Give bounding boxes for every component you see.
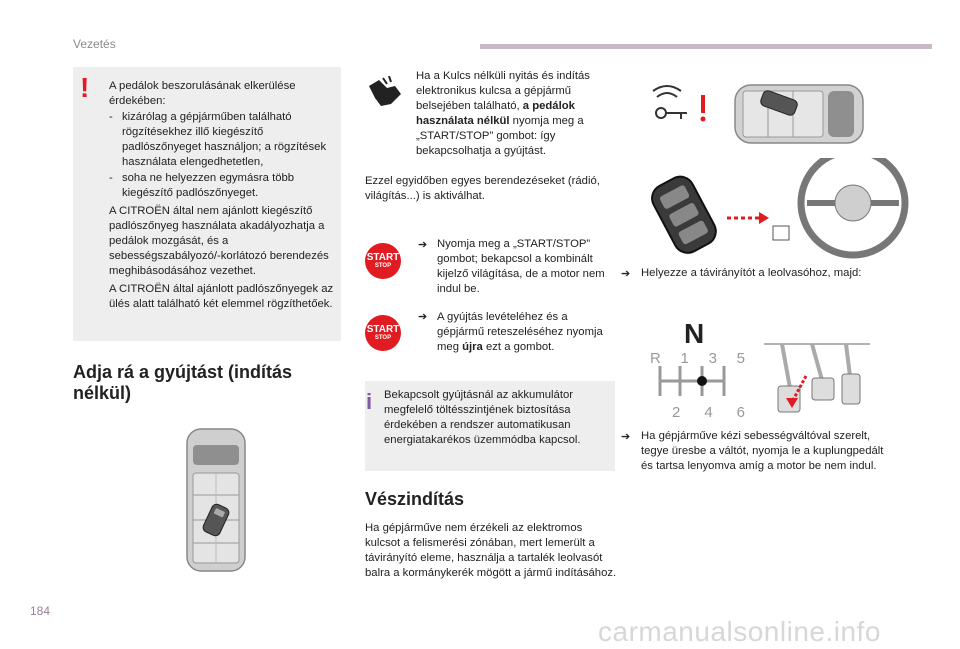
info-icon: i <box>366 389 373 414</box>
start-stop-icon-1 <box>365 243 401 279</box>
bullet-arrow-icon: ➔ <box>621 431 631 443</box>
step2-text-bold: újra <box>462 341 483 353</box>
bullet-arrow-icon: ➔ <box>418 311 428 323</box>
stop-label: STOP <box>374 263 392 269</box>
emergency-start-text: Ha gépjárműve nem érzékeli az elektromos kulcsot a felismerési zónában, mert lemerült a távirányító eleme, használja a tartalék leolvasót balra a kormánykerék mögött a jármű indításához. <box>365 522 617 579</box>
gear-label-2: 2 <box>672 404 681 421</box>
keyless-instruction <box>416 69 606 159</box>
step-ignition-off <box>437 310 607 355</box>
fob-reader-illustration <box>643 158 913 268</box>
header-rule <box>480 44 932 49</box>
gear-neutral-letter: N <box>684 318 705 349</box>
car-key-warning-illustration <box>643 77 873 153</box>
clutch-pedal-illustration <box>762 340 872 420</box>
warning-paragraph-2: A CITROËN által nem ajánlott kiegészítő padlószőnyeg használata akadályozhatja a pedálok mozgását, és a sebességszabályozó/-korlátozó berendezés meghibásodásához vezethet. <box>109 205 329 277</box>
warning-dash-1: - <box>109 111 113 123</box>
warning-bullet-2: soha ne helyezzen egymásra több kiegészítő padlószőnyeget. <box>122 172 295 199</box>
section-header: Vezetés <box>73 37 116 51</box>
section-title-ignition: Adja rá a gyújtást (indítás nélkül) <box>73 362 293 403</box>
key-signal-warning-icon <box>653 86 706 122</box>
gear-label-4: 4 <box>704 404 713 421</box>
watermark: carmanualsonline.info <box>598 616 881 647</box>
step-place-fob: Helyezze a távirányítót a leolvasóhoz, majd: <box>641 267 862 279</box>
bullet-arrow-icon: ➔ <box>621 268 631 280</box>
accessories-note: Ezzel egyidőben egyes berendezéseket (rádió, világítás...) is aktiválhat. <box>365 175 600 202</box>
start-label: START <box>366 324 400 335</box>
info-text: Bekapcsolt gyújtásnál az akkumulátor megfelelő töltésszintjének biztosítása érdekében a rendszer automatikusan energiatakarékos üzemmódba kapcsol. <box>384 389 581 446</box>
gear-label-r: R <box>650 350 661 367</box>
keyless-hand-icon <box>365 76 405 110</box>
step-manual-gearbox: Ha gépjárműve kézi sebességváltóval szerelt, tegye üresbe a váltót, nyomja le a kuplungpedált és tartsa lenyomva amíg a motor be nem indul. <box>641 430 884 472</box>
start-stop-icon-2 <box>365 315 401 351</box>
step2-text-c: ezt a gombot. <box>482 341 555 353</box>
keyless-text-a: Ha a Kulcs nélküli nyitás és indítás elektronikus kulcsa a gépjármű belsejében található, <box>416 70 590 112</box>
keyless-text-bold: a pedálok használata nélkül <box>416 100 575 127</box>
gear-label-3: 3 <box>708 350 717 367</box>
warning-dash-2: - <box>109 172 113 184</box>
gear-label-5: 5 <box>736 350 745 367</box>
gear-label-6: 6 <box>736 404 745 421</box>
step-press-start: Nyomja meg a „START/STOP” gombot; bekapcsol a kombinált kijelző világítása, de a motor nem indul be. <box>437 238 605 295</box>
keyless-text-c: nyomja meg a „START/STOP” gombot: így bekapcsolhatja a gyújtást. <box>416 115 584 157</box>
warning-paragraph-3: A CITROËN által ajánlott padlószőnyegek az ülés alatt található két elemmel rögzíthetőek. <box>109 283 334 310</box>
warning-bullet-1: kizárólag a gépjárműben található rögzítésekhez illő kiegészítő padlószőnyeget használjon; a rögzítések használata elengedhetetlen, <box>122 111 327 168</box>
bullet-arrow-icon: ➔ <box>418 239 428 251</box>
gear-top-row <box>650 350 745 367</box>
stop-label: STOP <box>374 335 392 341</box>
warning-icon: ! <box>80 72 90 103</box>
gear-label-1: 1 <box>680 350 689 367</box>
gear-bottom-row <box>672 404 745 421</box>
car-top-view-illustration <box>181 425 251 575</box>
page-number: 184 <box>30 604 51 618</box>
start-label: START <box>366 252 400 263</box>
step2-text-a: A gyújtás levételéhez és a gépjármű reteszeléséhez nyomja meg <box>437 311 603 353</box>
warning-intro: A pedálok beszorulásának elkerülése érdekében: <box>109 80 296 107</box>
section-title-emergency-start: Vészindítás <box>365 489 465 509</box>
